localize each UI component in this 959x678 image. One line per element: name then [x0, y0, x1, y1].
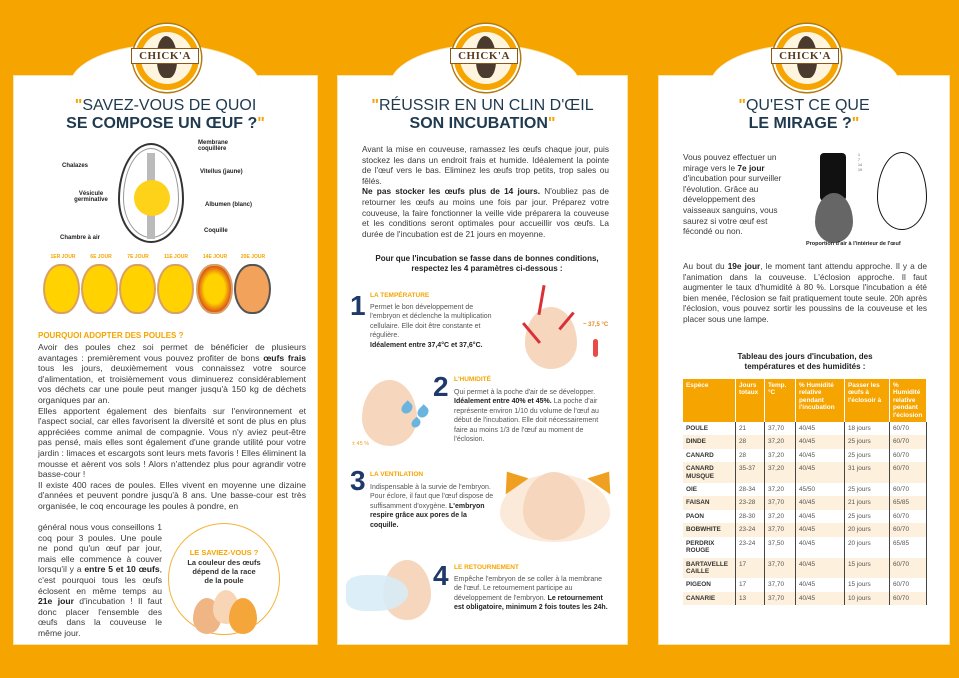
humidity-label: ± 45 %	[352, 441, 370, 447]
candled-egg-image	[815, 193, 853, 243]
motion-swoosh-icon	[346, 575, 408, 611]
title-line1: SAVEZ-VOUS DE QUOI	[82, 97, 257, 114]
param-title: LA VENTILATION	[370, 471, 424, 478]
day-label: 11E JOUR	[164, 254, 188, 260]
table-row: CANARIE 13 37,70 40/45 10 jours 60/70	[683, 592, 927, 605]
table-row: BARTAVELLE CAILLE 17 37,70 40/45 15 jours 60/70	[683, 558, 927, 579]
logo-text: CHICK'A	[131, 48, 199, 64]
col-header: Temp. °C	[765, 379, 796, 422]
panel3-intro: Vous pouvez effectuer un mirage vers le 7e jour d'incubation pour surveiller l'évolution. Grâce au développement des vaisseaux sanguins, vous saurez si votre œuf est fécondé ou non.	[683, 152, 782, 237]
panel1-body: Avoir des poules chez soi permet de bénéficier de plusieurs avantages : premièrement vous pouvez profiter de bons œufs frais tous les jours, deuxièmement vous connaissez votre source d'alimentation, et troisièmement vous diminuerez considérablement vos déchets car une poule peut manger jusqu'à 150 kg de déchets organiques par an. Elles apportent également des bienfaits sur l'environnement et l'aspect social, car elles favorisent la diversité et sont de plus en plus appréciées comme animal de compagnie. Vous n'y aviez peut-être pas pensé, mais elles sont également d'une grande utilité pour votre jardin : limaces et escargots sont leurs mets favoris ! Elles éliminent la mousse et aèrent vos sols ! Alors n'attendez plus pour agrandir votre basse-cour ! Il existe 400 races de poules. Elles vivent en moyenne une dizaine d'années et peuvent pondre jusqu'à 8 ans. Une basse-cour est très organisée, le coq encourage les poules à pondre, en	[38, 342, 307, 511]
panel2-intro: Avant la mise en couveuse, ramassez les œufs chaque jour, puis stockez les dans un endroit frais et humide. Idéalement la pointe de l'œuf vers le bas. Eliminez les œufs trop petits, trop sales ou fêlés. Ne pas stocker les œufs plus de 14 jours. N'oubliez pas de retourner les œufs au moins une fois par jour. Préparez votre couveuse, la faire fonctionner la veille vide préparera la couveuse et les conditions seront optimales pour accueillir vos œufs. La durée de l'incubation est de 21 jours en moyenne.	[362, 144, 609, 239]
param-text: Empêche l'embryon de se coller à la membrane de l'œuf. Le retournement participe au développement de l'embryon. Le retournement est obligatoire, minimum 2 fois toutes les 24h.	[454, 576, 608, 612]
callout-text: La couleur des œufs dépend de la race de la poule	[187, 558, 261, 585]
logo-text: CHICK'A	[771, 48, 839, 64]
param-text: Indispensable à la survie de l'embryon. Pour éclore, il faut que l'œuf dispose de suffisamment d'oxygène. L'embryon respire grâce aux pores de la coquille.	[370, 484, 494, 529]
chicka-logo	[452, 24, 520, 92]
label-albumen: Albumen (blanc)	[205, 202, 253, 208]
label-chalazes: Chalazes	[62, 163, 89, 169]
table-row: CANARD 28 37,20 40/45 25 jours 60/70	[683, 449, 927, 462]
egg-diagram	[118, 143, 184, 243]
param-title: LE RETOURNEMENT	[454, 564, 519, 571]
table-row: BOBWHITE 23-24 37,70 40/45 20 jours 60/70	[683, 523, 927, 536]
table-row: DINDE 28 37,20 40/45 25 jours 60/70	[683, 435, 927, 448]
incubation-table	[683, 379, 927, 605]
panel2-title: "RÉUSSIR EN UN CLIN D'ŒIL SON INCUBATION"	[371, 97, 594, 132]
param-text: Permet le bon développement de l'embryon et déclenche la multiplication cellulaire. Elle doit être constante et régulière. Idéalement entre 37,4°C et 37,6°C.	[370, 304, 492, 349]
section-heading: POURQUOI ADOPTER DES POULES ?	[38, 331, 184, 340]
param-title: L'HUMIDITÉ	[454, 376, 491, 383]
col-header: Passer les œufs à l'éclosoir à	[845, 379, 890, 422]
param-number: 4	[433, 560, 449, 591]
params-subheading: Pour que l'incubation se fasse dans de bonnes conditions, respectez les 4 paramètres ci-dessous :	[375, 254, 599, 273]
thermometer-icon	[593, 339, 598, 357]
table-row: PAON 28-30 37,20 40/45 25 jours 60/70	[683, 510, 927, 523]
table-row: PERDRIX ROUGE 23-24 37,50 40/45 20 jours 65/85	[683, 537, 927, 558]
temperature-label: ~ 37,5 °C	[583, 322, 609, 328]
logo-text: CHICK'A	[450, 48, 518, 64]
param-title: LA TEMPÉRATURE	[370, 292, 430, 299]
day-label: 20E JOUR	[240, 254, 266, 260]
col-header: Jours totaux	[736, 379, 765, 422]
label-vesicule: Vésicule germinative	[74, 191, 108, 203]
title-line2: SE COMPOSE UN ŒUF ?	[66, 115, 258, 132]
panel3-title: "QU'EST CE QUE LE MIRAGE ?"	[738, 97, 870, 132]
label-chambre: Chambre à air	[60, 235, 101, 241]
table-row: CANARD MUSQUE 35-37 37,20 40/45 31 jours 60/70	[683, 462, 927, 483]
table-row: FAISAN 23-28 37,70 40/45 21 jours 65/85	[683, 496, 927, 509]
day-label: 7E JOUR	[127, 254, 149, 260]
label-membrane: Membrane coquillère	[198, 140, 229, 152]
chicka-logo	[133, 24, 201, 92]
embryo-day-7	[119, 264, 156, 314]
param-text: Qui permet à la poche d'air de se développer. Idéalement entre 40% et 45%. La poche d'air représente environ 1/10 du volume de l'œuf au début de l'incubation. Elle doit nécessairement faire au moins 1/3 de l'œuf au moment de l'éclosion.	[454, 389, 599, 444]
panel1-body-wrap: général nous vous conseillons 1 coq pour 3 poules. Une poule ne pond qu'un œuf par jour, mais elle commence à couver lorsqu'il y a entre 5 et 10 œufs, c'est pourquoi tous les œufs éclosent en même temps au 21e jour d'incubation ! Il faut donc placer l'ensemble des œufs dans la couveuse le même jour.	[38, 522, 162, 638]
day-label: 14E JOUR	[202, 254, 228, 260]
param-number: 2	[433, 371, 449, 402]
figure-caption: Proportion d'air à l'intérieur de l'œuf	[806, 241, 901, 247]
table-row: POULE 21 37,70 40/45 18 jours 60/70	[683, 422, 927, 435]
panel3-body: Au bout du 19e jour, le moment tant attendu approche. Il y a de l'animation dans la couveuse. L'éclosion approche. Il faut augmenter le taux d'humidité à 80 %. Lorsque l'incubation a été bien menée, l'éclosion se fait pratiquement toute seule. 20h après l'éclosion, vous pouvez sortir les poussins de la couveuse et les placer sous une lampe.	[683, 261, 927, 324]
label-coquille: Coquille	[204, 228, 228, 234]
panel1-title: "SAVEZ-VOUS DE QUOI SE COMPOSE UN ŒUF ?"	[66, 97, 265, 132]
col-header: % Humidité relative pendant l'éclosion	[890, 379, 927, 422]
egg-icon	[229, 598, 257, 634]
embryo-day-11	[157, 264, 194, 314]
embryo-day-1	[43, 264, 80, 314]
col-header: Espèce	[683, 379, 736, 422]
embryo-day-20	[234, 264, 271, 314]
table-row: OIE 28-34 37,20 45/50 25 jours 60/70	[683, 483, 927, 496]
embryo-day-6	[81, 264, 118, 314]
chicka-logo	[773, 24, 841, 92]
label-vitellus: Vitellus (jaune)	[200, 169, 243, 175]
day-label: 1ER JOUR	[50, 254, 76, 260]
table-header-row	[683, 379, 927, 422]
col-header: % Humidité relative pendant l'incubation	[796, 379, 845, 422]
callout-title: LE SAVIEZ-VOUS ?	[189, 548, 259, 557]
day-label: 6E JOUR	[90, 254, 112, 260]
did-you-know-callout	[168, 523, 280, 635]
air-cell-ticks: 1 7 14 19	[858, 153, 862, 172]
embryo-day-14	[196, 264, 233, 314]
param-number: 3	[350, 465, 366, 496]
table-row: PIGEON 17 37,70 40/45 15 jours 60/70	[683, 578, 927, 591]
param-number: 1	[350, 290, 366, 321]
table-title: Tableau des jours d'incubation, des températures et des humidités :	[737, 352, 873, 371]
